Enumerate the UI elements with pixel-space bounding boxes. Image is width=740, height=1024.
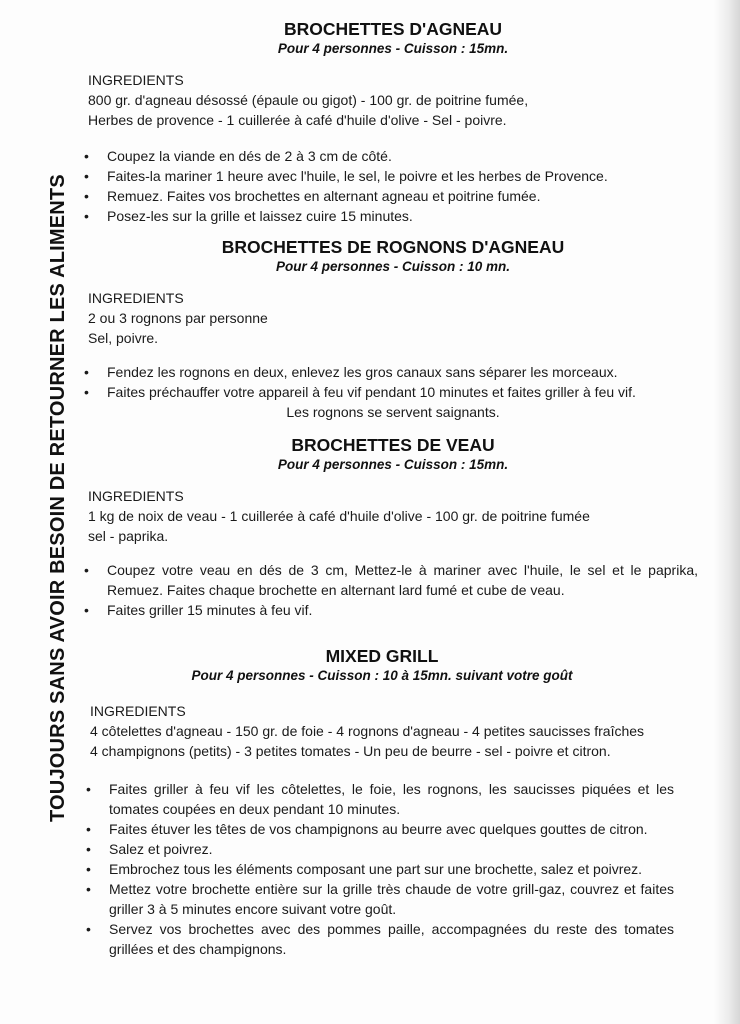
bullet-icon: •: [84, 168, 89, 184]
step-item: • Faites préchauffer votre appareil à feu vif pendant 10 minutes et faites griller à feu vif.: [84, 384, 636, 400]
recipe-title: BROCHETTES D'AGNEAU: [283, 19, 503, 39]
ingredients-label: INGREDIENTS: [88, 488, 184, 504]
ingredients-label: INGREDIENTS: [90, 703, 186, 719]
recipe-brochettes-rognons: [84, 236, 698, 422]
recipe-title: BROCHETTES DE VEAU: [291, 435, 495, 455]
ingredients-label: INGREDIENTS: [88, 72, 184, 88]
step-item: • Coupez la viande en dés de 2 à 3 cm de côté.: [84, 148, 392, 164]
recipe-title: MIXED GRILL: [325, 646, 439, 666]
ingredients-block: [88, 486, 698, 546]
recipe-mixed-grill: [86, 645, 674, 959]
ingredient-line: Herbes de provence - 1 cuillerée à café d'huile d'olive - Sel - poivre.: [88, 112, 507, 128]
recipe-subtitle: Pour 4 personnes - Cuisson : 10 à 15mn. suivant votre goût: [191, 668, 573, 683]
ingredient-line: 800 gr. d'agneau désossé (épaule ou gigot) - 100 gr. de poitrine fumée,: [88, 92, 529, 108]
bullet-icon: •: [86, 821, 91, 837]
step-item: • Faites griller à feu vif les côtelettes, le foie, les rognons, les saucisses piquées et les tomates coupées en deux pendant 10 minutes.: [86, 781, 674, 817]
step-item: • Faites étuver les têtes de vos champignons au beurre avec quelques gouttes de citron.: [86, 821, 648, 837]
recipe-subtitle: Pour 4 personnes - Cuisson : 15mn.: [277, 457, 509, 472]
recipe-subtitle: Pour 4 personnes - Cuisson : 10 mn.: [275, 259, 511, 274]
step-item: • Embrochez tous les éléments composant une part sur une brochette, salez et poivrez.: [86, 861, 643, 877]
step-item: • Posez-les sur la grille et laissez cuire 15 minutes.: [84, 208, 413, 224]
bullet-icon: •: [84, 562, 89, 578]
step-item: • Faites-la mariner 1 heure avec l'huile, le sel, le poivre et les herbes de Provence.: [84, 168, 608, 184]
bullet-icon: •: [86, 921, 91, 937]
ingredient-line: sel - paprika.: [88, 528, 169, 544]
steps-list: [84, 362, 698, 402]
ingredients-label: INGREDIENTS: [88, 290, 184, 306]
side-banner: TOUJOURS SANS AVOIR BESOIN DE RETOURNER LES ALIMENTS: [47, 174, 69, 822]
bullet-icon: •: [84, 364, 89, 380]
ingredient-line: 4 champignons (petits) - 3 petites tomates - Un peu de beurre - sel - poivre et citron.: [90, 743, 611, 759]
step-item: • Servez vos brochettes avec des pommes paille, accompagnées du reste des tomates grillées et des champignons.: [86, 921, 674, 957]
step-item: • Fendez les rognons en deux, enlevez les gros canaux sans séparer les morceaux.: [84, 364, 618, 380]
bullet-icon: •: [84, 384, 89, 400]
bullet-icon: •: [86, 781, 91, 797]
recipe-brochettes-veau: [84, 434, 698, 620]
step-item: • Mettez votre brochette entière sur la grille très chaude de votre grill-gaz, couvrez et faites griller 3 à 5 minutes encore suivant votre goût.: [86, 881, 674, 917]
bullet-icon: •: [84, 208, 89, 224]
step-item: • Remuez. Faites vos brochettes en alternant agneau et poitrine fumée.: [84, 188, 541, 204]
ingredient-line: 4 côtelettes d'agneau - 150 gr. de foie - 4 rognons d'agneau - 4 petites saucisses fraîches: [90, 723, 645, 739]
page-edge-shadow: [714, 0, 740, 1024]
recipe-title: BROCHETTES DE ROGNONS D'AGNEAU: [221, 237, 565, 257]
steps-list: [86, 779, 674, 959]
ingredient-line: 1 kg de noix de veau - 1 cuillerée à café d'huile d'olive - 100 gr. de poitrine fumée: [88, 508, 590, 524]
ingredients-block: [88, 70, 698, 130]
serving-note: Les rognons se servent saignants.: [286, 404, 500, 420]
steps-list: [84, 560, 698, 620]
bullet-icon: •: [84, 148, 89, 164]
ingredient-line: Sel, poivre.: [88, 330, 159, 346]
ingredients-block: [88, 288, 698, 348]
ingredients-block: [90, 701, 674, 761]
step-item: • Faites griller 15 minutes à feu vif.: [84, 602, 313, 618]
step-item: • Coupez votre veau en dés de 3 cm, Mettez-le à mariner avec l'huile, le sel et le paprika, Remuez. Faites chaque brochette en alternant lard fumé et cube de veau.: [84, 562, 698, 598]
steps-list: [84, 146, 698, 226]
bullet-icon: •: [86, 881, 91, 897]
bullet-icon: •: [86, 841, 91, 857]
step-item: • Salez et poivrez.: [86, 841, 213, 857]
bullet-icon: •: [86, 861, 91, 877]
recipe-brochettes-agneau: [84, 18, 698, 226]
bullet-icon: •: [84, 188, 89, 204]
bullet-icon: •: [84, 602, 89, 618]
ingredient-line: 2 ou 3 rognons par personne: [88, 310, 268, 326]
recipe-subtitle: Pour 4 personnes - Cuisson : 15mn.: [277, 41, 509, 56]
